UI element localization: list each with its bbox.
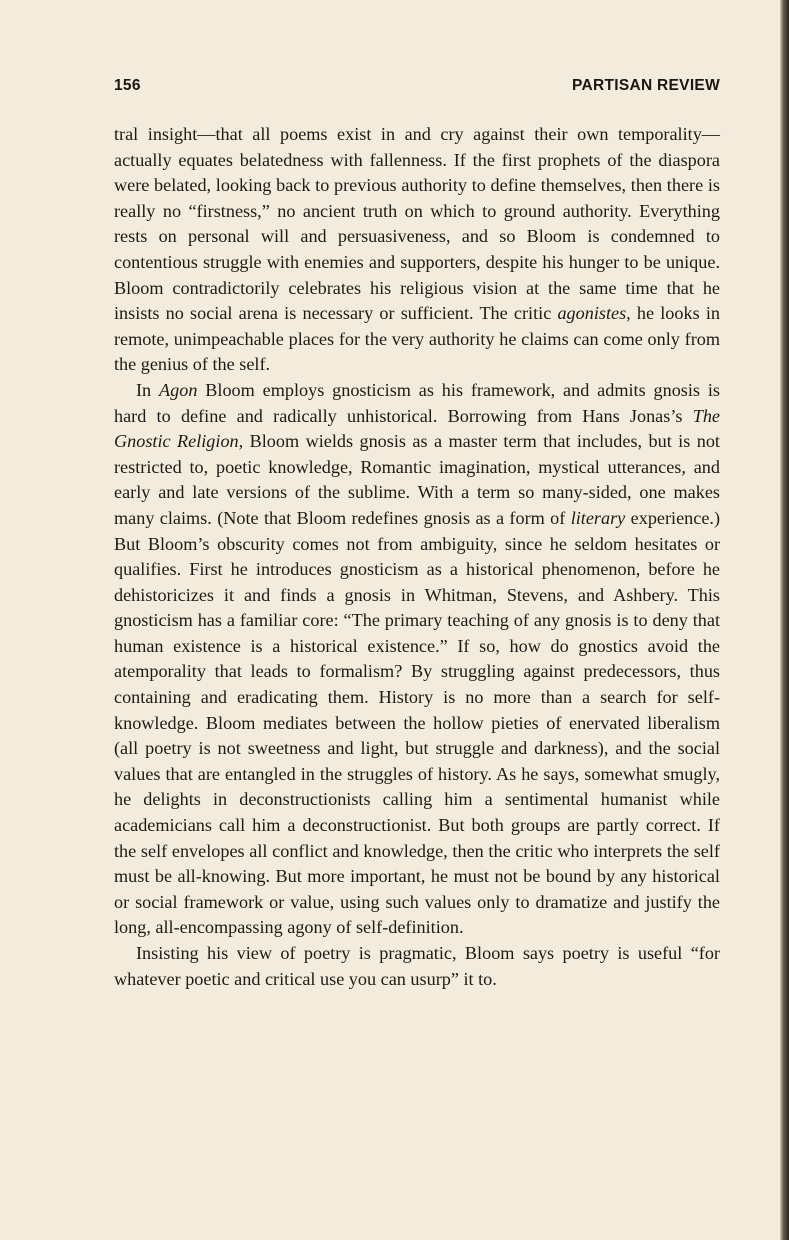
paragraph-3 (114, 941, 720, 992)
text-segment: experience.) But Bloom’s obscurity comes not from ambiguity, since he seldom hesitates or qualifies. First he introduces gnosticism as a historical phenomenon, before he dehistoricizes it and finds a gnosis in Whitman, Stevens, and Ashbery. This gnosticism has a familiar core: “The primary teaching of any gnosis is to deny that human existence is a historical existence.” If so, how do gnostics avoid the atemporality that leads to formalism? By struggling against predecessors, thus containing and eradicating them. History is no more than a search for self-knowledge. Bloom mediates between the hollow pieties of enervated liberalism (all poetry is not sweetness and light, but struggle and darkness), and the social values that are entangled in the struggles of history. As he says, somewhat smugly, he delights in deconstructionists calling him a sentimental humanist while academicians call him a deconstructionist. But both groups are partly correct. If the self envelopes all conflict and knowledge, then the critic who interprets the self must be all-knowing. But more important, he must not be bound by any historical or social framework or value, using such values only to dramatize and justify the long, all-encompassing agony of self-definition. (114, 507, 721, 938)
text-segment: Bloom wields gnosis as a master term that includes, but is not restricted to, poetic knowledge, Romantic imagination, mystical utterances, and early and late versions of the sublime. With a term so many-sided, one makes many claims. (Note that Bloom redefines gnosis as a form of (114, 431, 720, 528)
text-segment: Insisting his view of poetry is pragmatic, Bloom says poetry is useful “for whatever poetic and critical use you can usurp” it to. (114, 943, 720, 989)
page-number: 156 (114, 77, 141, 94)
italic-title-agon: Agon (159, 379, 198, 400)
text-segment: In (136, 379, 160, 400)
italic-title-gnostic-religion: The Gnostic Religion, (114, 405, 720, 452)
page-header (114, 77, 720, 99)
italic-term-agonistes: agonistes, (557, 303, 631, 324)
page-binding-edge (780, 0, 789, 1240)
body-text (114, 122, 720, 992)
paragraph-2 (114, 378, 720, 941)
text-segment: tral insight—that all poems exist in and cry against their own temporality—actually equates belatedness with fallenness. If the first prophets of the diaspora were belated, looking back to previous authority to define themselves, then there is really no “firstness,” no ancient truth on which to ground authority. Everything rests on personal will and persuasiveness, and so Bloom is condemned to contentious struggle with enemies and supporters, despite his hunger to be unique. Bloom contradictorily celebrates his religious vision at the same time that he insists no social arena is necessary or sufficient. The critic (114, 124, 720, 324)
paragraph-1 (114, 122, 720, 378)
text-segment: he looks in remote, unimpeachable places for the very authority he claims can come only from the genius of the self. (114, 303, 720, 375)
running-head: PARTISAN REVIEW (571, 77, 720, 94)
italic-term-literary: literary (570, 507, 626, 528)
text-segment: Bloom employs gnosticism as his framework, and admits gnosis is hard to define and radically unhistorical. Borrowing from Hans Jonas’s (114, 379, 720, 426)
